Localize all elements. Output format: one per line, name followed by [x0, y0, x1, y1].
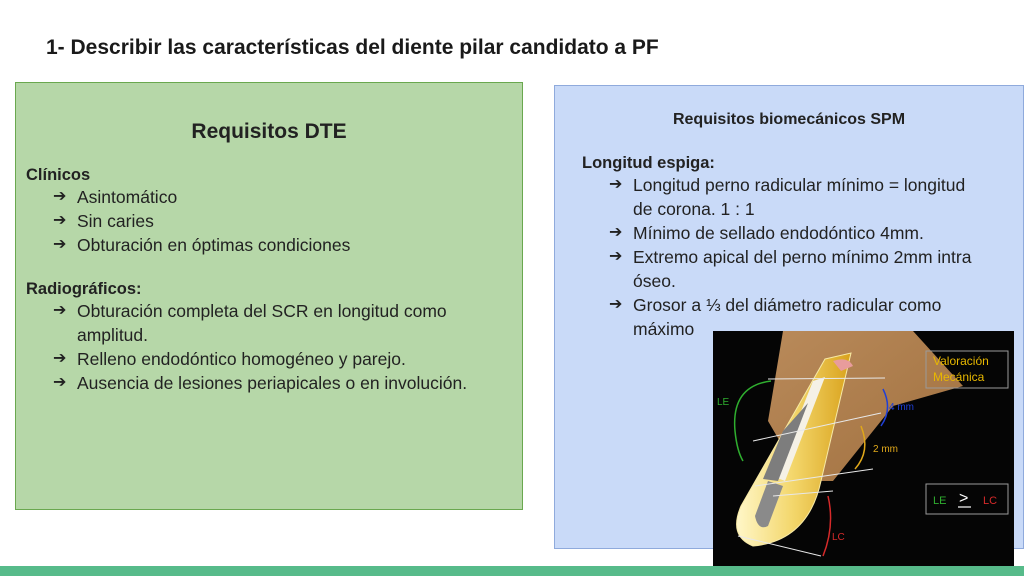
list-item: ➔ Extremo apical del perno mínimo 2mm intra óseo. [609, 247, 972, 291]
arrow-icon: ➔ [53, 212, 67, 229]
le-bracket [735, 381, 771, 461]
list-item: ➔ Asintomático [53, 187, 178, 207]
list-item: ➔ Mínimo de sellado endodóntico 4mm. [609, 223, 924, 243]
list-item: ➔ Ausencia de lesiones periapicales o en involución. [53, 373, 468, 393]
slide-title: 1- Describir las características del diente pilar candidato a PF [46, 36, 659, 59]
arrow-icon: ➔ [53, 302, 67, 319]
radiograficos-label: Radiográficos: [26, 280, 142, 298]
mechanical-assessment-diagram [713, 331, 1014, 576]
lc-label: LC [832, 532, 845, 543]
arrow-icon: ➔ [609, 224, 623, 241]
diagram-title-line2: Mecánica [933, 370, 985, 384]
list-item: ➔ Obturación completa del SCR en longitud como amplitud. [53, 301, 447, 345]
mm4-label: 4 mm [889, 402, 914, 413]
arrow-icon: ➔ [609, 296, 623, 313]
arrow-icon: ➔ [53, 188, 67, 205]
legend-le: LE [933, 495, 947, 507]
arrow-icon: ➔ [53, 350, 67, 367]
arrow-icon: ➔ [53, 236, 67, 253]
tooth-post-illustration [713, 331, 1014, 576]
list-item: ➔ Relleno endodóntico homogéneo y parejo. [53, 349, 406, 369]
arrow-icon: ➔ [53, 374, 67, 391]
list-item: ➔ Longitud perno radicular mínimo = longitud de corona. 1 : 1 [609, 175, 966, 219]
arrow-icon: ➔ [609, 248, 623, 265]
spm-list [555, 173, 1023, 341]
longitud-espiga-label: Longitud espiga: [582, 154, 715, 172]
clinicos-list [16, 185, 522, 257]
le-label: LE [717, 397, 730, 408]
lc-bracket [823, 496, 831, 556]
legend-symbol: > [959, 490, 969, 507]
list-item: ➔ Obturación en óptimas condiciones [53, 235, 351, 255]
legend-lc: LC [983, 495, 998, 507]
dte-requirements-box [15, 82, 523, 510]
mm2-label: 2 mm [873, 444, 898, 455]
bottom-accent-bar [0, 566, 1024, 576]
arrow-icon: ➔ [609, 176, 623, 193]
dte-heading: Requisitos DTE [191, 120, 347, 143]
list-item: ➔ Grosor a ⅓ del diámetro radicular como máximo [609, 295, 942, 339]
spm-heading: Requisitos biomecánicos SPM [672, 111, 906, 128]
list-item: ➔ Sin caries [53, 211, 154, 231]
radiograficos-list [16, 299, 522, 395]
diagram-title-line1: Valoración [933, 354, 989, 368]
clinicos-label: Clínicos [26, 166, 91, 184]
